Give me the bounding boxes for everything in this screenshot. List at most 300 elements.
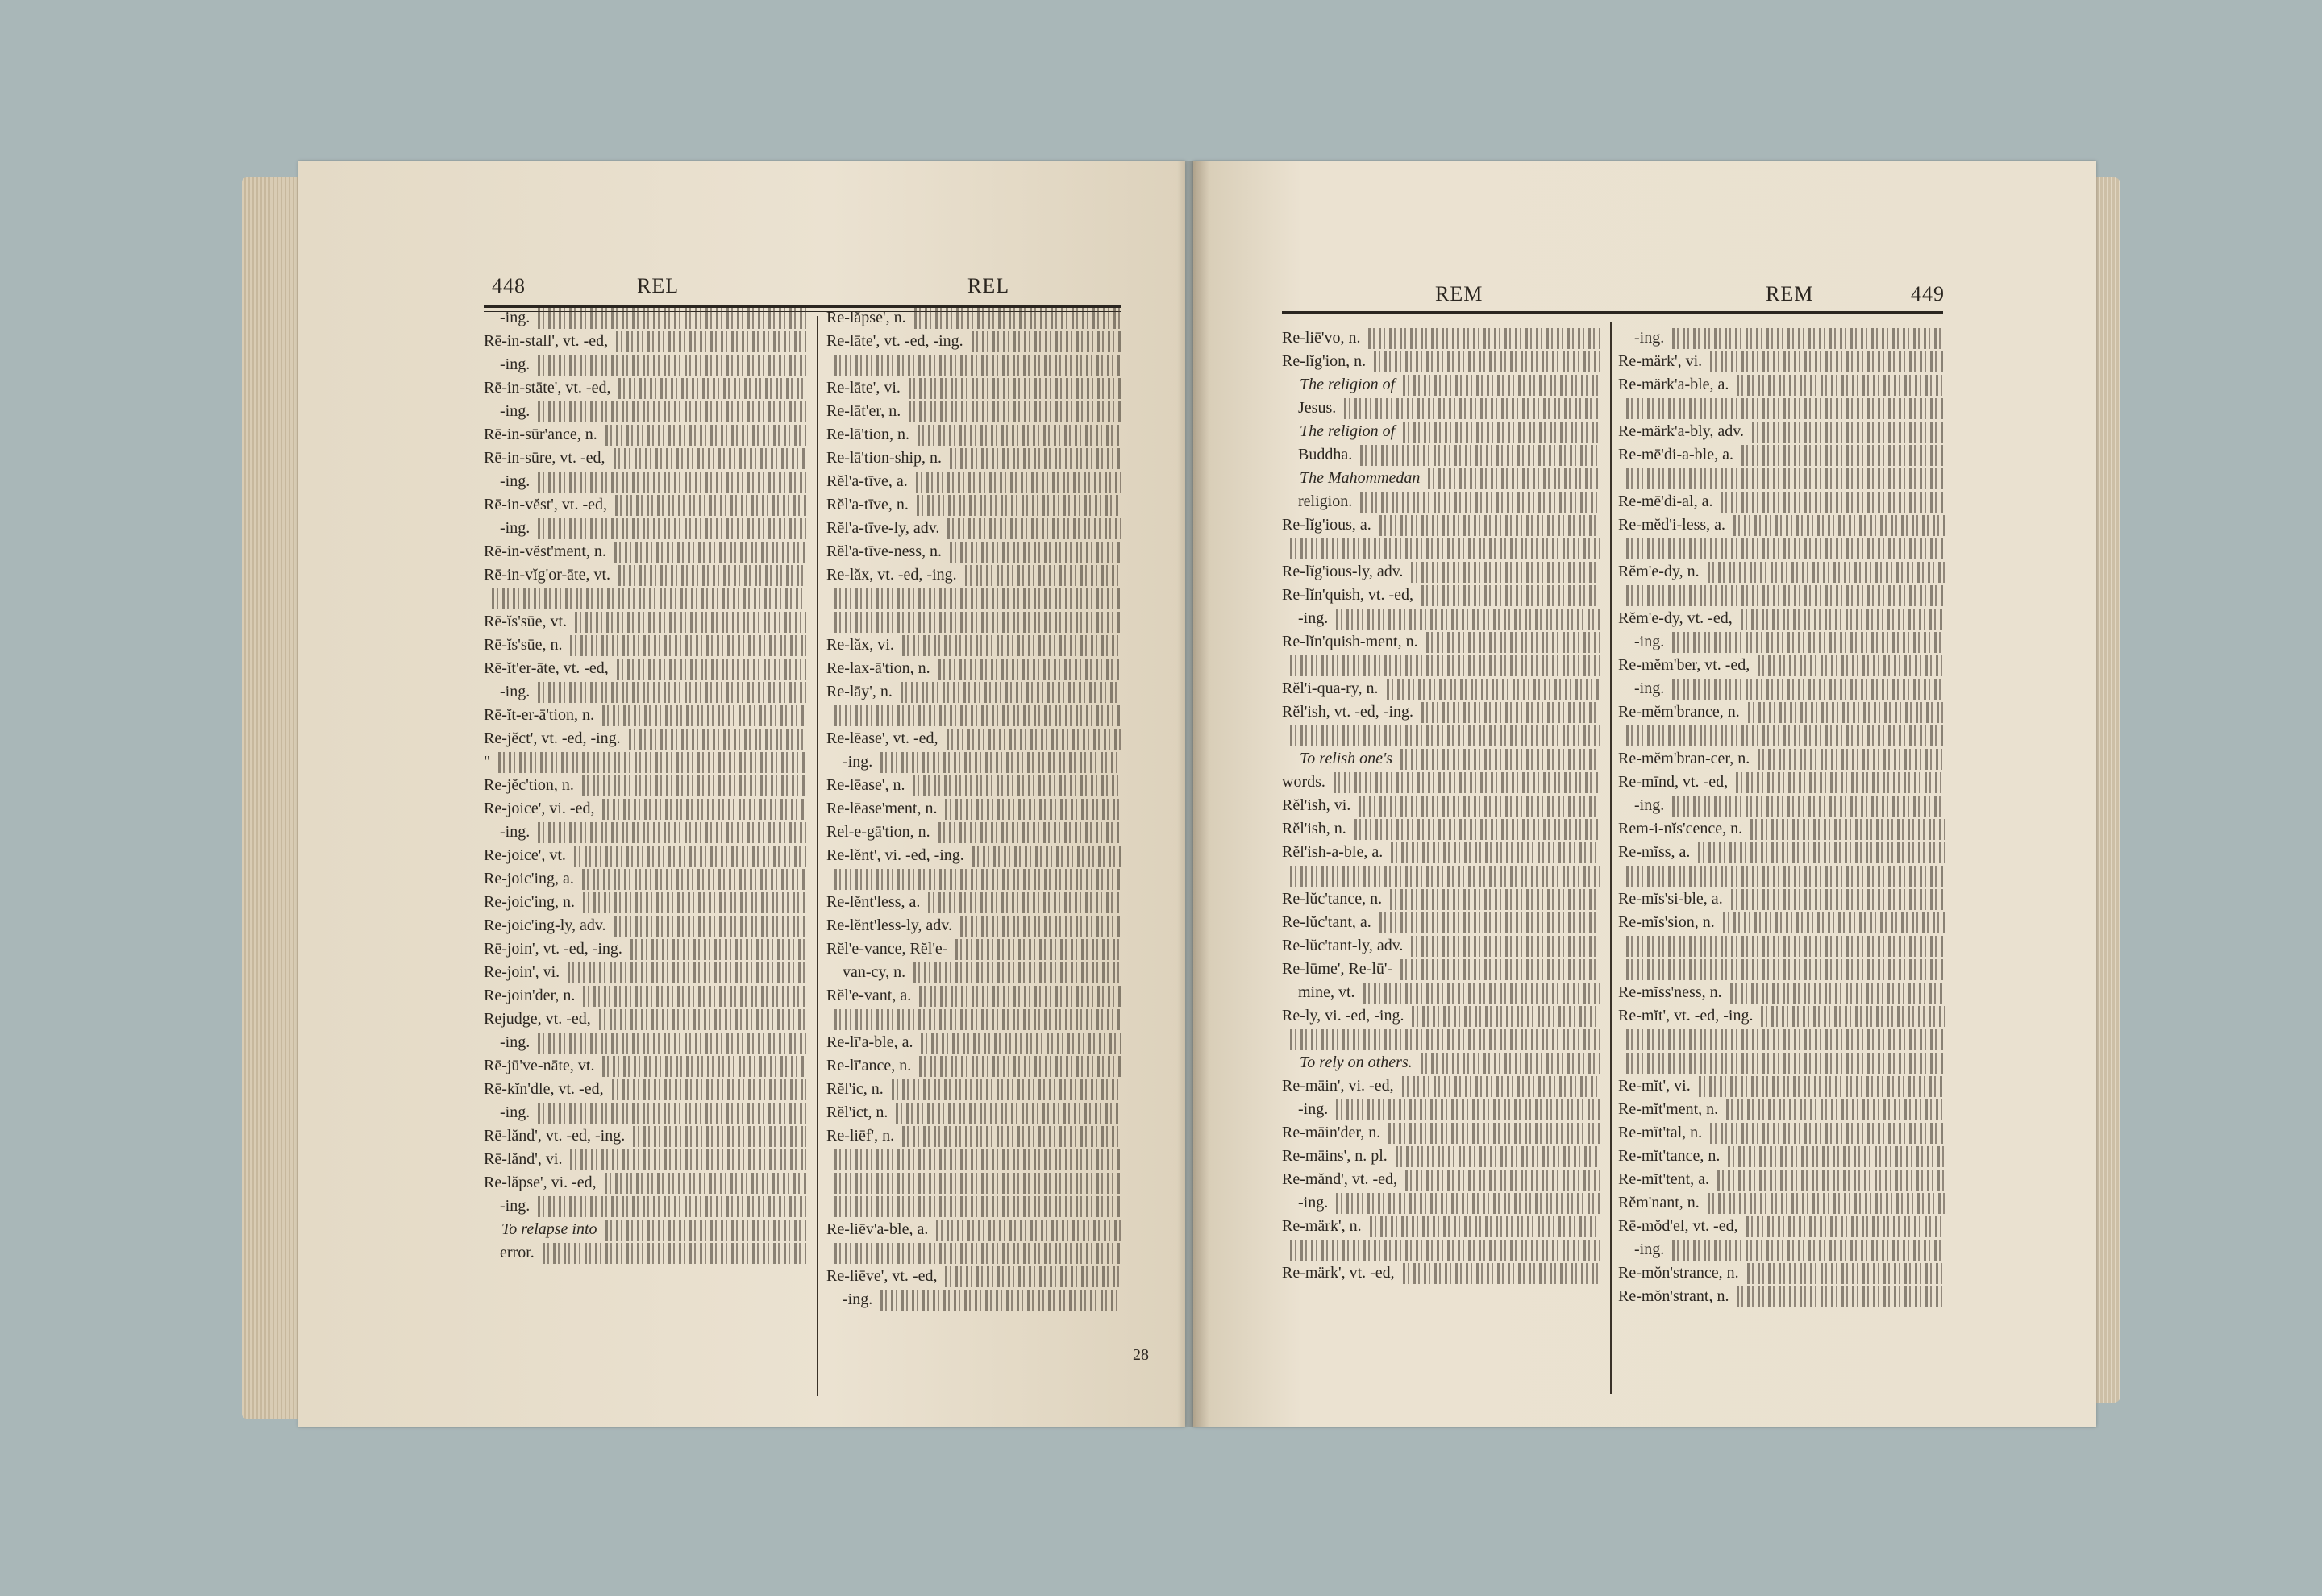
dictionary-entry [1282, 911, 1600, 934]
dictionary-entry [1282, 607, 1600, 630]
headword: Rĕl'e-vance, Rĕl'e- [826, 940, 948, 958]
dictionary-entry [1282, 1191, 1600, 1215]
dictionary-entry [826, 891, 1121, 914]
japanese-definition [1672, 1240, 1945, 1261]
dictionary-entry [1618, 1004, 1945, 1028]
dictionary-entry [1618, 841, 1945, 864]
japanese-definition [612, 1079, 806, 1100]
japanese-definition [1363, 983, 1600, 1004]
headword: -ing. [1634, 329, 1665, 347]
japanese-definition [1290, 1240, 1600, 1261]
japanese-definition [1737, 1286, 1945, 1307]
dictionary-entry [484, 1054, 806, 1078]
dictionary-entry [1282, 981, 1600, 1004]
japanese-definition [614, 542, 806, 563]
headword: Rĕl'e-vant, a. [826, 987, 912, 1004]
headword: To relish one's [1300, 750, 1393, 767]
dictionary-entry [484, 330, 806, 353]
dictionary-entry [484, 447, 806, 470]
japanese-definition [570, 635, 806, 656]
dictionary-entry [1618, 1215, 1945, 1238]
headword: Re-lāy', n. [826, 683, 893, 700]
headword: Re-lēase', vt. -ed, [826, 729, 938, 747]
dictionary-entry [1282, 630, 1600, 654]
dictionary-entry [484, 750, 806, 774]
headword: Rē-in-vĕst', vt. -ed, [484, 496, 608, 513]
japanese-definition [1290, 538, 1600, 559]
page-number-right: 449 [1911, 282, 1945, 305]
japanese-definition [602, 705, 806, 726]
headword: The Mahommedan [1300, 469, 1421, 487]
headword: Re-lĭn'quish-ment, n. [1282, 633, 1418, 650]
japanese-definition [1336, 609, 1600, 630]
headword: Re-māins', n. pl. [1282, 1147, 1388, 1165]
headword: Rē-kĭn'dle, vt. -ed, [484, 1080, 604, 1098]
dictionary-entry [1282, 1004, 1600, 1028]
dictionary-entry [1618, 771, 1945, 794]
dictionary-entry [484, 797, 806, 821]
dictionary-entry [826, 1031, 1121, 1054]
headword: -ing. [1634, 1241, 1665, 1258]
japanese-definition [901, 682, 1121, 703]
japanese-definition [914, 308, 1121, 329]
japanese-definition [1626, 468, 1945, 489]
japanese-definition [599, 1009, 806, 1030]
dictionary-entry [1618, 584, 1945, 607]
headword: Re-lāt'er, n. [826, 402, 901, 420]
dictionary-entry [484, 821, 806, 844]
japanese-definition [1390, 889, 1600, 910]
headword: Re-mĕm'bran-cer, n. [1618, 750, 1750, 767]
dictionary-entry [484, 540, 806, 563]
dictionary-entry [826, 634, 1121, 657]
dictionary-entry [1282, 420, 1600, 443]
japanese-definition [582, 869, 806, 890]
japanese-definition [1387, 679, 1601, 700]
headword: Re-lēase'ment, n. [826, 800, 938, 817]
japanese-definition [1411, 562, 1600, 583]
headword: The religion of [1300, 376, 1396, 393]
dictionary-entry [826, 330, 1121, 353]
headword: Re-jĕct', vt. -ed, -ing. [484, 729, 621, 747]
dictionary-entry [1618, 700, 1945, 724]
japanese-definition [834, 1009, 1121, 1030]
headword: Re-lăx, vi. [826, 636, 894, 654]
dictionary-entry [484, 867, 806, 891]
dictionary-entry [484, 470, 806, 493]
headword: Re-mĭt'tal, n. [1618, 1124, 1703, 1141]
headword: Re-märk', vi. [1618, 352, 1703, 370]
headword: -ing. [500, 823, 531, 841]
japanese-definition [605, 1220, 806, 1241]
headword: Re-mĕd'i-less, a. [1618, 516, 1726, 534]
japanese-definition [1403, 422, 1600, 443]
japanese-definition [1391, 842, 1600, 863]
japanese-definition [834, 355, 1121, 376]
japanese-definition [1723, 912, 1945, 933]
headword: Rĕl'a-tīve-ness, n. [826, 542, 943, 560]
japanese-definition [834, 705, 1121, 726]
dictionary-entry [826, 1241, 1121, 1265]
headword: Re-märk', vt. -ed, [1282, 1264, 1395, 1282]
headword: Re-māin', vi. -ed, [1282, 1077, 1394, 1095]
dictionary-entry [826, 821, 1121, 844]
dictionary-entry [1618, 467, 1945, 490]
japanese-definition [1403, 375, 1600, 396]
dictionary-entry [826, 774, 1121, 797]
dictionary-entry [1618, 1145, 1945, 1168]
japanese-definition [538, 355, 806, 376]
dictionary-entry [484, 634, 806, 657]
japanese-definition [947, 729, 1121, 750]
headword: Rē-in-stall', vt. -ed, [484, 332, 609, 350]
headword: -ing. [1634, 796, 1665, 814]
dictionary-entry [1282, 1215, 1600, 1238]
japanese-definition [538, 472, 806, 493]
dictionary-entry [826, 447, 1121, 470]
dictionary-entry [484, 610, 806, 634]
headword: Re-join', vi. [484, 963, 560, 981]
dictionary-entry [1282, 887, 1600, 911]
japanese-definition [1400, 959, 1600, 980]
headword: Re-lā'tion-ship, n. [826, 449, 943, 467]
japanese-definition [1421, 702, 1600, 723]
japanese-definition [1354, 819, 1600, 840]
japanese-definition [950, 448, 1121, 469]
japanese-definition [1290, 1029, 1600, 1050]
dictionary-entry [826, 610, 1121, 634]
dictionary-entry [1282, 1074, 1600, 1098]
dictionary-entry [826, 1008, 1121, 1031]
headword: Re-lŭc'tant, a. [1282, 913, 1371, 931]
japanese-definition [834, 869, 1121, 890]
headword: Rĕm'e-dy, n. [1618, 563, 1700, 580]
japanese-definition [909, 378, 1121, 399]
dictionary-entry [1282, 513, 1600, 537]
japanese-definition [1626, 1053, 1945, 1074]
headword: Re-märk'a-bly, adv. [1618, 422, 1744, 440]
dictionary-entry [1282, 1098, 1600, 1121]
japanese-definition [917, 495, 1121, 516]
japanese-definition [616, 331, 806, 352]
japanese-definition [1672, 796, 1945, 817]
dictionary-entry [484, 844, 806, 867]
headword: -ing. [500, 1033, 531, 1051]
japanese-definition [1396, 1146, 1600, 1167]
headword: Re-liēf', n. [826, 1127, 895, 1145]
headword: Re-liēve', vt. -ed, [826, 1267, 938, 1285]
headword: Re-mĕm'brance, n. [1618, 703, 1740, 721]
japanese-definition [1626, 725, 1945, 746]
japanese-definition [965, 565, 1121, 586]
headword: Re-joic'ing, n. [484, 893, 576, 911]
headword: -ing. [500, 519, 531, 537]
headword: Re-mē'di-al, a. [1618, 493, 1713, 510]
headword: -ing. [500, 1197, 531, 1215]
dictionary-entry [484, 937, 806, 961]
dictionary-entry [484, 1218, 806, 1241]
japanese-definition [1334, 772, 1600, 793]
dictionary-entry [1282, 373, 1600, 397]
open-book [242, 161, 2096, 1427]
japanese-definition [1379, 912, 1600, 933]
japanese-definition [1672, 328, 1945, 349]
dictionary-entry [826, 587, 1121, 610]
japanese-definition [919, 1056, 1121, 1077]
dictionary-entry [484, 400, 806, 423]
dictionary-entry [1618, 350, 1945, 373]
headword: Rē-in-vĕst'ment, n. [484, 542, 606, 560]
header-rule [1282, 311, 1943, 314]
running-head-left: REL [637, 274, 680, 297]
dictionary-entry [1618, 794, 1945, 817]
headword: -ing. [500, 309, 531, 326]
dictionary-entry [826, 727, 1121, 750]
headword: Rē-in-vĭg'or-āte, vt. [484, 566, 611, 584]
dictionary-entry [1618, 513, 1945, 537]
column-divider [817, 316, 818, 1396]
japanese-definition [1368, 328, 1600, 349]
headword: Re-ly, vi. -ed, -ing. [1282, 1007, 1404, 1025]
headword: Re-märk'a-ble, a. [1618, 376, 1729, 393]
headword: Re-mŏn'strant, n. [1618, 1287, 1729, 1305]
dictionary-entry [1282, 1238, 1600, 1261]
japanese-definition [1736, 772, 1945, 793]
dictionary-entry [484, 587, 806, 610]
dictionary-entry [1618, 1028, 1945, 1051]
dictionary-entry [1618, 1285, 1945, 1308]
japanese-definition [538, 1103, 806, 1124]
japanese-definition [618, 565, 806, 586]
headword: Re-lĭg'ious, a. [1282, 516, 1371, 534]
headword: Re-join'der, n. [484, 987, 576, 1004]
headword: -ing. [1298, 1194, 1329, 1212]
headword: Re-joic'ing-ly, adv. [484, 916, 606, 934]
right-column-2 [1618, 326, 1945, 1308]
dictionary-entry [1282, 654, 1600, 677]
japanese-definition [614, 448, 806, 469]
japanese-definition [498, 752, 806, 773]
japanese-definition [538, 308, 806, 329]
japanese-definition [938, 822, 1121, 843]
japanese-definition [615, 495, 806, 516]
japanese-definition [834, 1196, 1121, 1217]
japanese-definition [1360, 445, 1600, 466]
headword: Rĕl'ish, n. [1282, 820, 1346, 837]
dictionary-entry [1618, 677, 1945, 700]
headword: Re-lăpse', n. [826, 309, 906, 326]
dictionary-entry [1618, 747, 1945, 771]
japanese-definition [1748, 702, 1945, 723]
japanese-definition [1426, 632, 1600, 653]
japanese-definition [583, 986, 806, 1007]
japanese-definition [1752, 422, 1945, 443]
dictionary-entry [1618, 607, 1945, 630]
dictionary-entry [1618, 443, 1945, 467]
dictionary-entry [1282, 537, 1600, 560]
headword: Rē-in-stāte', vt. -ed, [484, 379, 611, 397]
left-column-1 [484, 306, 806, 1265]
headword: Re-lī'ance, n. [826, 1057, 912, 1074]
dictionary-entry [826, 353, 1121, 376]
dictionary-entry [1282, 490, 1600, 513]
japanese-definition [1626, 538, 1945, 559]
dictionary-entry [1282, 700, 1600, 724]
japanese-definition [1411, 936, 1600, 957]
dictionary-entry [484, 657, 806, 680]
dictionary-entry [484, 306, 806, 330]
japanese-definition [1747, 1263, 1945, 1284]
japanese-definition [1737, 375, 1945, 396]
japanese-definition [1290, 725, 1600, 746]
japanese-definition [972, 331, 1121, 352]
dictionary-entry [1282, 841, 1600, 864]
headword: Rĕl'ict, n. [826, 1103, 888, 1121]
dictionary-entry [1282, 584, 1600, 607]
headword: Re-lŭc'tant-ly, adv. [1282, 937, 1404, 954]
headword: Re-lĭg'ion, n. [1282, 352, 1367, 370]
headword: Re-lūme', Re-lū'- [1282, 960, 1393, 978]
japanese-definition [834, 1149, 1121, 1170]
page-edges-left [242, 177, 306, 1419]
right-column-1 [1282, 326, 1600, 1285]
dictionary-entry [1618, 817, 1945, 841]
left-column-2 [826, 306, 1121, 1311]
headword: -ing. [500, 402, 531, 420]
dictionary-entry [826, 1101, 1121, 1124]
japanese-definition [538, 518, 806, 539]
headword: Rĕl'a-tīve-ly, adv. [826, 519, 940, 537]
japanese-definition [1379, 515, 1600, 536]
headword: Rĕl'ish, vi. [1282, 796, 1351, 814]
dictionary-entry [1618, 537, 1945, 560]
dictionary-entry [484, 1031, 806, 1054]
headword: Rē-ĭs'sūe, n. [484, 636, 563, 654]
dictionary-entry [826, 563, 1121, 587]
headword: Re-jĕc'tion, n. [484, 776, 574, 794]
dictionary-entry [1282, 560, 1600, 584]
dictionary-entry [484, 1241, 806, 1265]
japanese-definition [1400, 749, 1600, 770]
dictionary-entry [484, 1101, 806, 1124]
japanese-definition [1626, 585, 1945, 606]
dictionary-entry [826, 517, 1121, 540]
dictionary-entry [826, 423, 1121, 447]
japanese-definition [575, 612, 806, 633]
headword: Re-lĕnt'less, a. [826, 893, 921, 911]
japanese-definition [1359, 796, 1600, 817]
dictionary-entry [1282, 724, 1600, 747]
headword: Re-märk', n. [1282, 1217, 1362, 1235]
headword: Re-lĕnt', vi. -ed, -ing. [826, 846, 964, 864]
japanese-definition [902, 1126, 1121, 1147]
headword: Re-lā'tion, n. [826, 426, 910, 443]
japanese-definition [1290, 655, 1600, 676]
dictionary-entry [826, 540, 1121, 563]
dictionary-entry [826, 493, 1121, 517]
dictionary-entry [826, 1265, 1121, 1288]
headword: Re-mĭt'tance, n. [1618, 1147, 1721, 1165]
dictionary-entry [484, 1171, 806, 1195]
dictionary-entry [1282, 794, 1600, 817]
japanese-definition [972, 846, 1121, 867]
dictionary-entry [826, 1124, 1121, 1148]
dictionary-entry [826, 400, 1121, 423]
japanese-definition [574, 846, 806, 867]
japanese-definition [1699, 1076, 1945, 1097]
headword: Re-mĭs'sion, n. [1618, 913, 1715, 931]
japanese-definition [538, 1196, 806, 1217]
headword: -ing. [500, 355, 531, 373]
japanese-definition [1721, 492, 1945, 513]
japanese-definition [1626, 398, 1945, 419]
dictionary-entry [826, 914, 1121, 937]
dictionary-entry [484, 1124, 806, 1148]
headword: Re-joice', vt. [484, 846, 566, 864]
japanese-definition [1730, 983, 1945, 1004]
japanese-definition [913, 775, 1121, 796]
headword: Re-mĭss'ness, n. [1618, 983, 1722, 1001]
japanese-definition [918, 425, 1121, 446]
japanese-definition [1750, 819, 1945, 840]
headword: Re-mĭt'ment, n. [1618, 1100, 1719, 1118]
dictionary-entry [826, 376, 1121, 400]
dictionary-entry [826, 984, 1121, 1008]
headword: -ing. [1634, 633, 1665, 650]
dictionary-entry [1618, 1051, 1945, 1074]
japanese-definition [1421, 585, 1600, 606]
dictionary-entry [1282, 1051, 1600, 1074]
running-head-right: REM [1766, 282, 1814, 305]
japanese-definition [1726, 1099, 1945, 1120]
headword: Re-lĭg'ious-ly, adv. [1282, 563, 1404, 580]
japanese-definition [1412, 1006, 1600, 1027]
japanese-definition [955, 939, 1121, 960]
headword: -ing. [1298, 609, 1329, 627]
japanese-definition [1336, 1099, 1600, 1120]
dictionary-entry [484, 563, 806, 587]
japanese-definition [936, 1220, 1121, 1241]
dictionary-entry [484, 984, 806, 1008]
headword: Rĕl'ic, n. [826, 1080, 884, 1098]
headword: Re-mĭt'tent, a. [1618, 1170, 1710, 1188]
japanese-definition [1290, 866, 1600, 887]
headword: Rē-ĭs'sūe, vt. [484, 613, 568, 630]
japanese-definition [614, 916, 806, 937]
headword: Re-mīnd, vt. -ed, [1618, 773, 1729, 791]
dictionary-entry [484, 704, 806, 727]
dictionary-entry [826, 680, 1121, 704]
japanese-definition [880, 1290, 1121, 1311]
japanese-definition [947, 518, 1121, 539]
dictionary-entry [1618, 958, 1945, 981]
book-gutter [1177, 161, 1209, 1427]
japanese-definition [950, 542, 1121, 563]
japanese-definition [1402, 1076, 1600, 1097]
headword: Rē-jū've-nāte, vt. [484, 1057, 595, 1074]
headword: Rĕl'a-tīve, a. [826, 472, 908, 490]
dictionary-entry [484, 493, 806, 517]
japanese-definition [1708, 1193, 1945, 1214]
japanese-definition [919, 986, 1121, 1007]
headword: Re-mĕm'ber, vt. -ed, [1618, 656, 1750, 674]
dictionary-entry [1618, 373, 1945, 397]
dictionary-entry [826, 937, 1121, 961]
japanese-definition [543, 1243, 806, 1264]
japanese-definition [1360, 492, 1600, 513]
japanese-definition [1758, 749, 1945, 770]
japanese-definition [1626, 866, 1945, 887]
